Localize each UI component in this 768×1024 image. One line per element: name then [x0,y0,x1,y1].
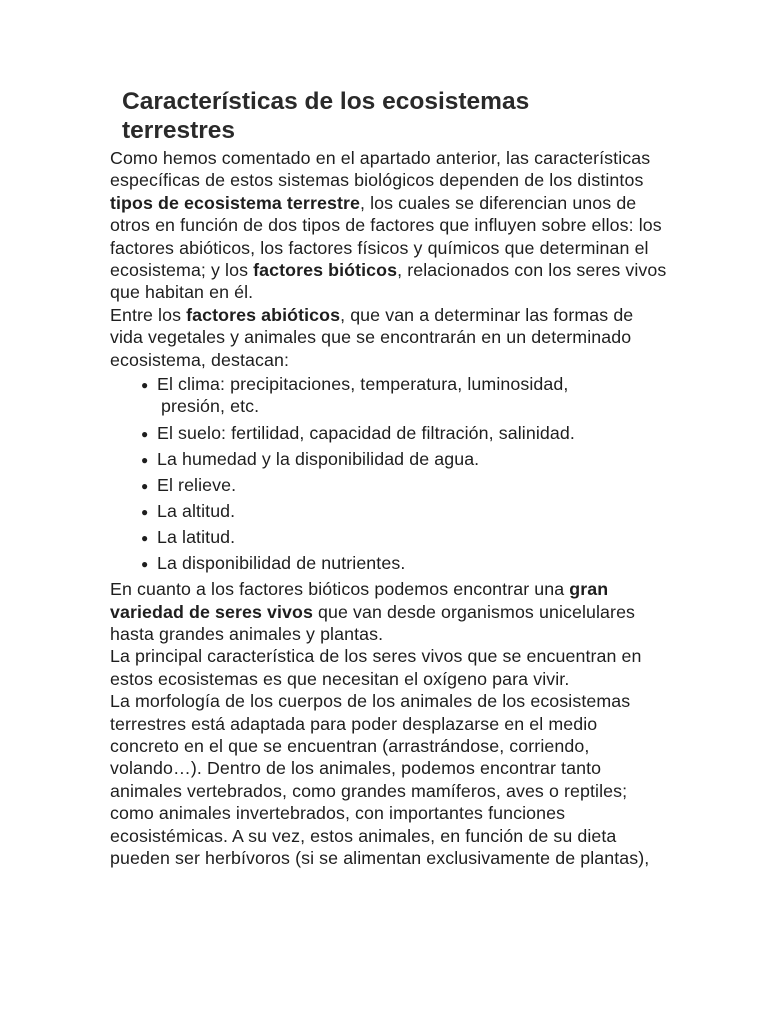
paragraph-text: Como hemos comentado en el apartado anterior, las características específicas de estos sistemas biológicos dependen de los distintos [110,148,651,191]
bullet-icon: ● [141,426,149,441]
paragraph-text: , relacionados con los seres vivos que habitan en él. [110,260,667,303]
abiotic-factors-list [110,373,670,574]
article-body [110,147,670,869]
paragraph-text: En cuanto a los factores bióticos podemos encontrar una [110,579,570,600]
bold-term-variedad-seres-vivos: gran variedad de seres vivos [110,579,609,622]
paragraph-text: , los cuales se diferencian unos de otros en función de dos tipos de factores que influyen sobre ellos: los factores abióticos, los factores físicos y químicos que determinan el ecosistema; y los [110,192,662,281]
list-item-text-continued: presión, etc. [161,396,260,417]
list-item-text: El clima: precipitaciones, temperatura, luminosidad, [157,374,569,395]
paragraph-oxigeno: La principal característica de los seres vivos que se encuentran en estos ecosistemas es que necesitan el oxígeno para vivir. [110,646,642,689]
paragraph-abioticos [110,304,670,371]
article-title: Características de los ecosistemas terrestres [122,88,530,144]
bullet-icon: ● [141,557,149,572]
list-item-text: El relieve. [157,474,237,495]
list-item-text: La disponibilidad de nutrientes. [157,553,406,574]
list-item [132,474,670,496]
paragraph-text: Entre los [110,304,187,325]
list-item [132,552,670,574]
bold-term-factores-bioticos: factores bióticos [253,260,398,281]
bullet-icon: ● [141,478,149,493]
list-item [132,526,670,548]
bold-term-tipos-ecosistema: tipos de ecosistema terrestre [110,192,360,213]
bullet-icon: ● [141,452,149,467]
list-item-text: El suelo: fertilidad, capacidad de filtración, salinidad. [157,422,575,443]
list-item-text: La altitud. [157,500,236,521]
paragraph-intro [110,147,670,304]
list-item [132,500,670,522]
paragraph-text: , que van a determinar las formas de vida vegetales y animales que se encontrarán en un determinado ecosistema, destacan: [110,304,634,370]
bullet-icon: ● [141,378,149,393]
list-item-text: La latitud. [157,526,236,547]
list-item [132,373,670,418]
list-item-text: La humedad y la disponibilidad de agua. [157,448,480,469]
paragraph-text: que van desde organismos unicelulares hasta grandes animales y plantas. [110,601,636,644]
list-item [132,448,670,470]
list-item [132,422,670,444]
paragraph-morfologia: La morfología de los cuerpos de los animales de los ecosistemas terrestres está adaptada para poder desplazarse en el medio concreto en el que se encuentran (arrastrándose, corriendo, volando…). Dentro de los animales, podemos encontrar tanto animales vertebrados, como grandes mamíferos, aves o reptiles; como animales invertebrados, con importantes funciones ecosistémicas. A su vez, estos animales, en función de su dieta pueden ser herbívoros (si se alimentan exclusivamente de plantas), [110,691,650,868]
paragraph-bioticos [110,578,670,645]
bullet-icon: ● [141,504,149,519]
bold-term-factores-abioticos: factores abióticos [186,304,341,325]
bullet-icon: ● [141,530,149,545]
